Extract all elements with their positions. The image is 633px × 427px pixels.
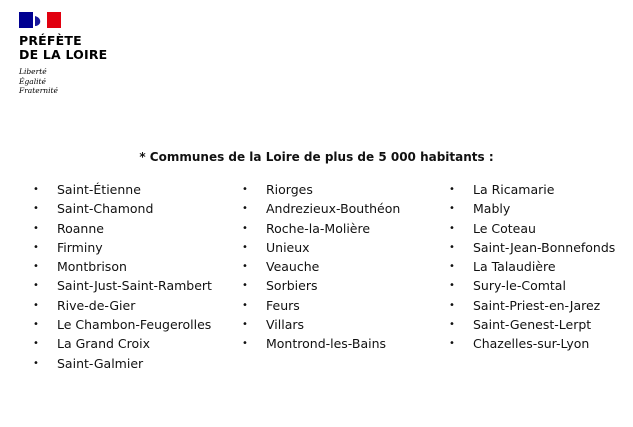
bullet-icon: • xyxy=(242,203,248,215)
bullet-icon: • xyxy=(242,261,248,273)
bullet-icon: • xyxy=(242,184,248,195)
bullet-icon: • xyxy=(242,299,248,311)
commune-name: Mably xyxy=(473,201,511,217)
commune-name: La Grand Croix xyxy=(57,336,151,352)
motto-egalite: Égalité xyxy=(19,76,46,86)
commune-name: Riorges xyxy=(266,182,313,197)
bullet-icon: • xyxy=(33,184,39,195)
bullet-icon: • xyxy=(242,319,248,331)
commune-name: Feurs xyxy=(266,297,300,313)
commune-name: La Ricamarie xyxy=(473,182,555,197)
commune-name: Saint-Just-Saint-Rambert xyxy=(57,278,212,294)
page-title: * Communes de la Loire de plus de 5 000 habitants : xyxy=(139,150,494,164)
marianne-flag-icon xyxy=(19,12,61,28)
commune-name: Le Coteau xyxy=(473,220,536,236)
commune-name: Veauche xyxy=(266,259,320,275)
commune-name: Firminy xyxy=(57,239,103,255)
bullet-icon: • xyxy=(33,261,39,273)
commune-name: Saint-Chamond xyxy=(57,201,154,217)
org-name-line2: DE LA LOIRE xyxy=(19,47,108,62)
bullet-icon: • xyxy=(449,203,455,215)
bullet-icon: • xyxy=(449,241,455,253)
commune-name: Sury-le-Comtal xyxy=(473,278,566,294)
bullet-icon: • xyxy=(449,319,455,331)
bullet-icon: • xyxy=(242,280,248,292)
motto-liberte: Liberté xyxy=(19,67,47,76)
commune-name: Unieux xyxy=(266,239,310,255)
bullet-icon: • xyxy=(242,241,248,253)
bullet-icon: • xyxy=(242,338,248,350)
commune-name: Andrezieux-Bouthéon xyxy=(266,201,401,217)
commune-name: Saint-Genest-Lerpt xyxy=(473,317,592,333)
bullet-icon: • xyxy=(449,338,455,350)
commune-name: Saint-Priest-en-Jarez xyxy=(473,297,601,313)
bullet-icon: • xyxy=(449,222,455,234)
commune-name: Le Chambon-Feugerolles xyxy=(57,317,212,333)
commune-name: Sorbiers xyxy=(266,278,318,294)
bullet-icon: • xyxy=(33,222,39,234)
bullet-icon: • xyxy=(33,357,39,369)
commune-name: Saint-Galmier xyxy=(57,355,144,371)
bullet-icon: • xyxy=(33,338,39,350)
republic-motto xyxy=(19,67,139,96)
commune-name: Villars xyxy=(266,317,305,333)
bullet-icon: • xyxy=(449,299,455,311)
commune-name: La Talaudière xyxy=(473,259,556,275)
bullet-icon: • xyxy=(242,222,248,234)
commune-name: Montrond-les-Bains xyxy=(266,336,387,352)
commune-name: Saint-Étienne xyxy=(57,182,141,197)
motto-fraternite: Fraternité xyxy=(19,86,58,95)
commune-name: Roanne xyxy=(57,220,104,236)
bullet-icon: • xyxy=(33,299,39,311)
bullet-icon: • xyxy=(449,184,455,195)
org-name xyxy=(19,34,139,62)
bullet-icon: • xyxy=(33,280,39,292)
commune-name: Chazelles-sur-Lyon xyxy=(473,336,590,352)
org-name-line1: PRÉFÈTE xyxy=(19,33,82,48)
bullet-icon: • xyxy=(33,319,39,331)
prefecture-logo xyxy=(19,12,139,96)
bullet-icon: • xyxy=(33,203,39,215)
commune-name: Roche-la-Molière xyxy=(266,220,371,236)
commune-name: Rive-de-Gier xyxy=(57,297,136,313)
bullet-icon: • xyxy=(449,261,455,273)
bullet-icon: • xyxy=(33,241,39,253)
bullet-icon: • xyxy=(449,280,455,292)
commune-name: Saint-Jean-Bonnefonds xyxy=(473,239,616,255)
commune-name: Montbrison xyxy=(57,259,127,275)
